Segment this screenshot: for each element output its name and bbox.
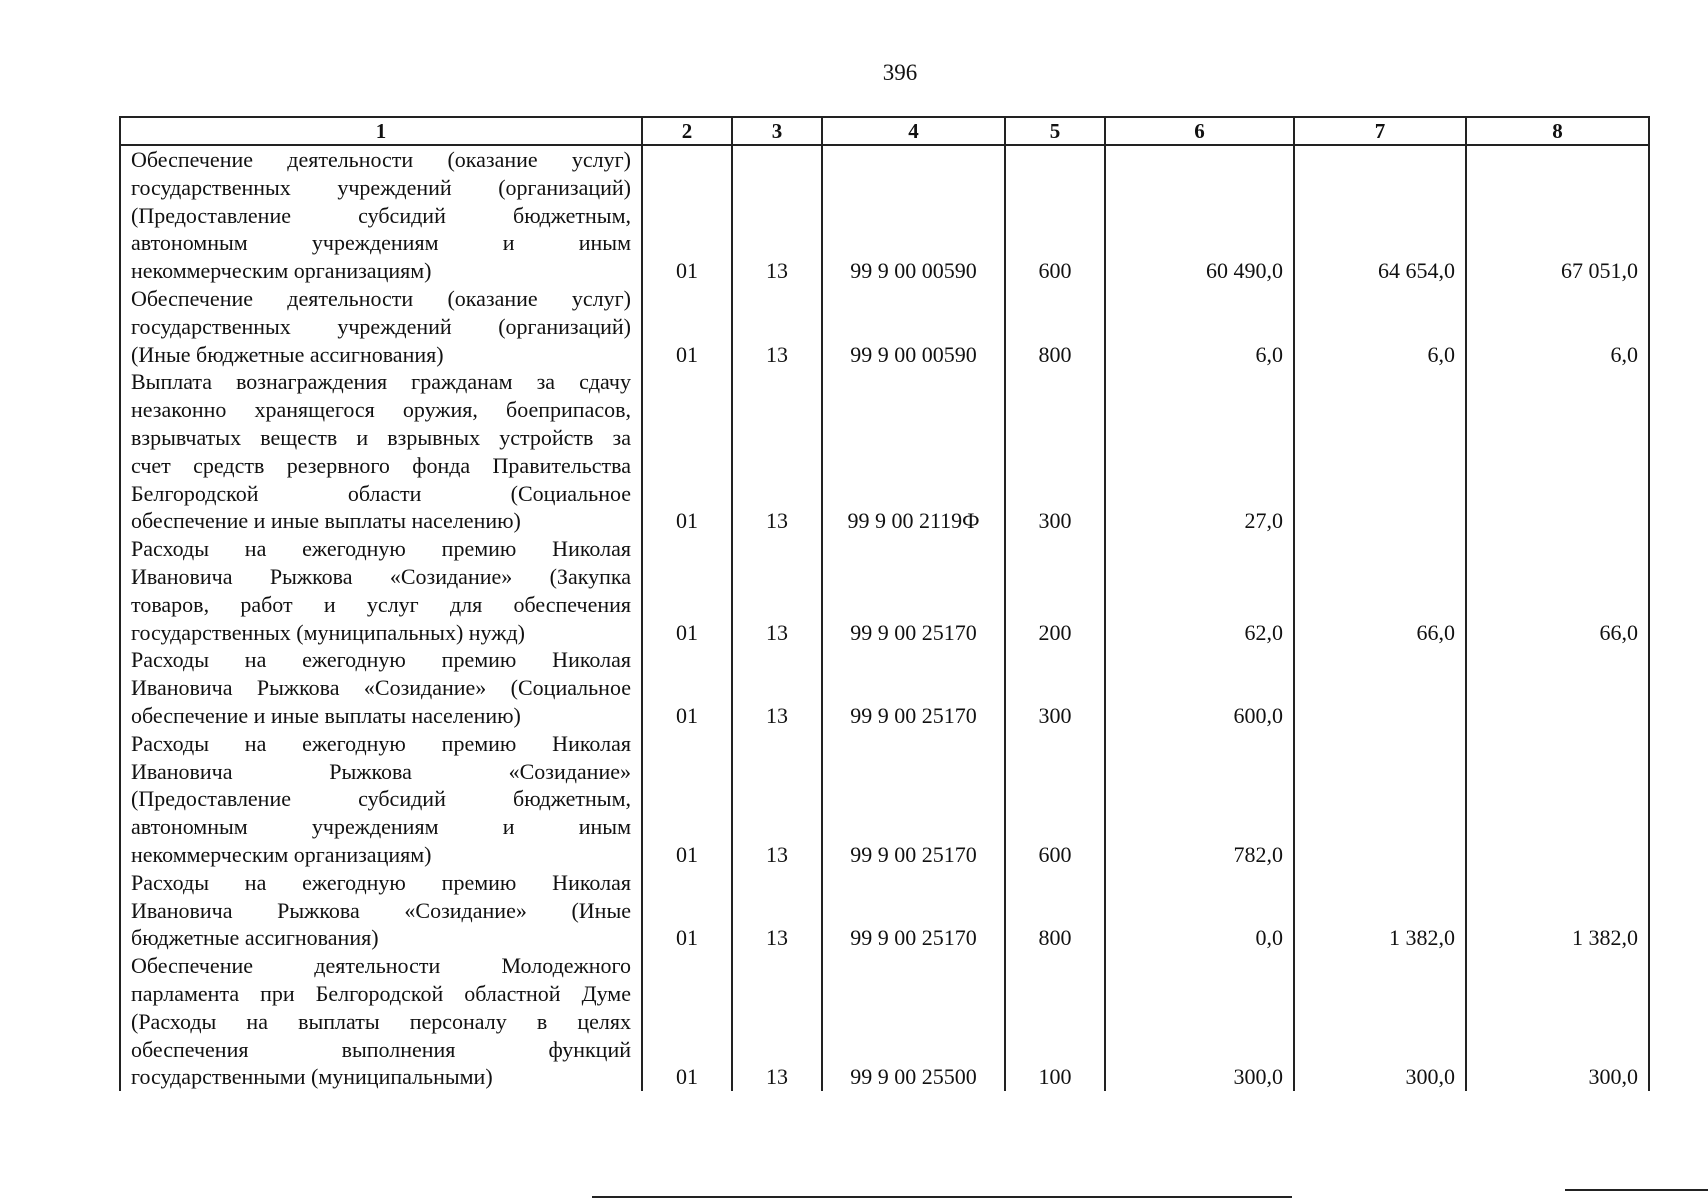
header-row <box>120 117 1649 145</box>
section-code: 01 <box>642 869 732 952</box>
target-article-code: 99 9 00 25170 <box>822 869 1005 952</box>
amount-year-3: 300,0 <box>1466 952 1649 1091</box>
description-line: Белгородской области (Социальное <box>131 480 631 506</box>
amount-year-2: 300,0 <box>1294 952 1466 1091</box>
table-row <box>120 285 1649 368</box>
description-line: обеспечения выполнения функций <box>131 1036 631 1062</box>
description-line: государственными (муниципальными) <box>131 1064 493 1090</box>
bottom-rule <box>592 1196 1292 1198</box>
description-line: взрывчатых веществ и взрывных устройств за <box>131 424 631 450</box>
description-line: некоммерческим организациям) <box>131 841 432 867</box>
amount-year-2: 64 654,0 <box>1294 145 1466 285</box>
row-description <box>120 646 642 729</box>
table-row <box>120 869 1649 952</box>
amount-year-3: 1 382,0 <box>1466 869 1649 952</box>
subsection-code: 13 <box>732 952 822 1091</box>
row-description <box>120 145 642 285</box>
description-line: государственных учреждений (организаций) <box>131 313 631 339</box>
amount-year-3: 67 051,0 <box>1466 145 1649 285</box>
subsection-code: 13 <box>732 145 822 285</box>
description-line: (Предоставление субсидий бюджетным, <box>131 202 631 228</box>
row-description <box>120 730 642 869</box>
column-header-5: 5 <box>1005 117 1105 145</box>
description-line: Расходы на ежегодную премию Николая <box>131 869 631 895</box>
description-line: Ивановича Рыжкова «Созидание» (Социальное <box>131 675 631 701</box>
table-row <box>120 535 1649 646</box>
expense-type-code: 100 <box>1005 952 1105 1091</box>
target-article-code: 99 9 00 25170 <box>822 535 1005 646</box>
description-line: автономным учреждениям и иным <box>131 230 631 256</box>
section-code: 01 <box>642 730 732 869</box>
amount-year-1: 60 490,0 <box>1105 145 1294 285</box>
amount-year-2 <box>1294 368 1466 535</box>
target-article-code: 99 9 00 25500 <box>822 952 1005 1091</box>
description-line: незаконно хранящегося оружия, боеприпасов, <box>131 397 631 423</box>
description-line: Расходы на ежегодную премию Николая <box>131 730 631 756</box>
description-line: Ивановича Рыжкова «Созидание» <box>131 758 631 784</box>
section-code: 01 <box>642 646 732 729</box>
amount-year-1: 0,0 <box>1105 869 1294 952</box>
description-line: Расходы на ежегодную премию Николая <box>131 647 631 673</box>
section-code: 01 <box>642 368 732 535</box>
row-description <box>120 535 642 646</box>
description-line: Выплата вознаграждения гражданам за сдачу <box>131 369 631 395</box>
amount-year-3 <box>1466 646 1649 729</box>
subsection-code: 13 <box>732 646 822 729</box>
row-description <box>120 869 642 952</box>
page-number: 396 <box>882 60 918 85</box>
expense-type-code: 800 <box>1005 869 1105 952</box>
row-description <box>120 285 642 368</box>
amount-year-3: 66,0 <box>1466 535 1649 646</box>
description-line: парламента при Белгородской областной Думе <box>131 980 631 1006</box>
target-article-code: 99 9 00 2119Ф <box>822 368 1005 535</box>
amount-year-2: 66,0 <box>1294 535 1466 646</box>
amount-year-2 <box>1294 646 1466 729</box>
amount-year-1: 600,0 <box>1105 646 1294 729</box>
target-article-code: 99 9 00 00590 <box>822 145 1005 285</box>
description-line: товаров, работ и услуг для обеспечения <box>131 591 631 617</box>
description-line: счет средств резервного фонда Правительства <box>131 452 631 478</box>
section-code: 01 <box>642 145 732 285</box>
expense-type-code: 200 <box>1005 535 1105 646</box>
subsection-code: 13 <box>732 869 822 952</box>
row-description <box>120 368 642 535</box>
budget-table <box>119 116 1650 1091</box>
section-code: 01 <box>642 952 732 1091</box>
description-line: (Иные бюджетные ассигнования) <box>131 341 444 367</box>
column-header-7: 7 <box>1294 117 1466 145</box>
column-header-4: 4 <box>822 117 1005 145</box>
amount-year-1: 300,0 <box>1105 952 1294 1091</box>
amount-year-1: 27,0 <box>1105 368 1294 535</box>
amount-year-2: 6,0 <box>1294 285 1466 368</box>
target-article-code: 99 9 00 25170 <box>822 730 1005 869</box>
section-code: 01 <box>642 535 732 646</box>
expense-type-code: 600 <box>1005 145 1105 285</box>
table-row <box>120 646 1649 729</box>
column-header-6: 6 <box>1105 117 1294 145</box>
bottom-rule-right <box>1565 1189 1708 1191</box>
row-description <box>120 952 642 1091</box>
amount-year-2: 1 382,0 <box>1294 869 1466 952</box>
expense-type-code: 600 <box>1005 730 1105 869</box>
table-row <box>120 730 1649 869</box>
description-line: (Предоставление субсидий бюджетным, <box>131 786 631 812</box>
description-line: Ивановича Рыжкова «Созидание» (Закупка <box>131 563 631 589</box>
description-line: Ивановича Рыжкова «Созидание» (Иные <box>131 897 631 923</box>
description-line: некоммерческим организациям) <box>131 258 432 284</box>
subsection-code: 13 <box>732 368 822 535</box>
amount-year-2 <box>1294 730 1466 869</box>
table-row <box>120 952 1649 1091</box>
column-header-1: 1 <box>120 117 642 145</box>
section-code: 01 <box>642 285 732 368</box>
description-line: бюджетные ассигнования) <box>131 925 379 951</box>
amount-year-1: 782,0 <box>1105 730 1294 869</box>
subsection-code: 13 <box>732 285 822 368</box>
expense-type-code: 300 <box>1005 368 1105 535</box>
target-article-code: 99 9 00 00590 <box>822 285 1005 368</box>
description-line: Расходы на ежегодную премию Николая <box>131 536 631 562</box>
subsection-code: 13 <box>732 535 822 646</box>
table-row <box>120 368 1649 535</box>
description-line: Обеспечение деятельности (оказание услуг) <box>131 147 631 172</box>
budget-table-container <box>119 116 1648 1091</box>
amount-year-3: 6,0 <box>1466 285 1649 368</box>
expense-type-code: 300 <box>1005 646 1105 729</box>
subsection-code: 13 <box>732 730 822 869</box>
column-header-8: 8 <box>1466 117 1649 145</box>
description-line: Обеспечение деятельности Молодежного <box>131 953 631 979</box>
description-line: обеспечение и иные выплаты населению) <box>131 702 521 728</box>
description-line: Обеспечение деятельности (оказание услуг) <box>131 285 631 311</box>
amount-year-3 <box>1466 730 1649 869</box>
table-row <box>120 145 1649 285</box>
amount-year-1: 6,0 <box>1105 285 1294 368</box>
description-line: государственных учреждений (организаций) <box>131 174 631 200</box>
description-line: (Расходы на выплаты персоналу в целях <box>131 1008 631 1034</box>
expense-type-code: 800 <box>1005 285 1105 368</box>
description-line: обеспечение и иные выплаты населению) <box>131 508 521 534</box>
description-line: автономным учреждениям и иным <box>131 814 631 840</box>
amount-year-3 <box>1466 368 1649 535</box>
table-body <box>120 145 1649 1091</box>
column-header-3: 3 <box>732 117 822 145</box>
description-line: государственных (муниципальных) нужд) <box>131 619 525 645</box>
column-header-2: 2 <box>642 117 732 145</box>
amount-year-1: 62,0 <box>1105 535 1294 646</box>
target-article-code: 99 9 00 25170 <box>822 646 1005 729</box>
